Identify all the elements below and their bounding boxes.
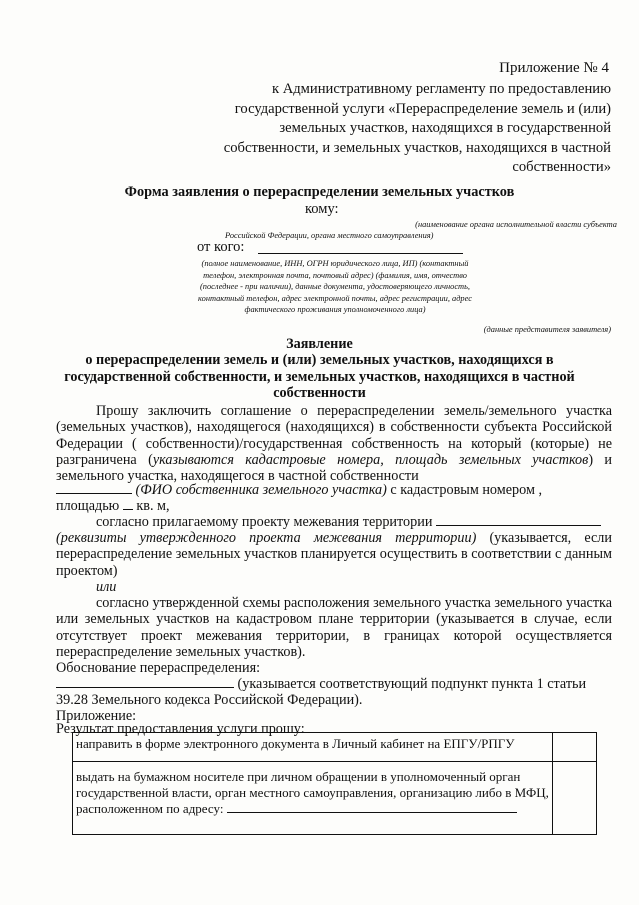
statement-title-2: о перераспределении земель и (или) земельных участков, находящихся в государственной собственности, и земельных участков, находящихся в частной собственности (64, 352, 575, 401)
representative-note: (данные представителя заявителя) (483, 325, 611, 334)
statement-title-1: Заявление (286, 336, 353, 352)
area-fill-line[interactable] (123, 498, 133, 510)
to-note-2: Российской Федерации, органа местного самоуправления) (225, 231, 434, 240)
statement-title (0, 336, 639, 401)
option-electronic: направить в форме электронного документа в Личный кабинет на ЕПГУ/РПГУ (73, 733, 553, 762)
project-line: согласно прилагаемому проекту межевания территории (56, 514, 612, 530)
basis-fill-line[interactable] (56, 676, 234, 688)
from-label: от кого: (197, 239, 245, 255)
project-fill-line[interactable] (436, 514, 601, 526)
to-note-1: (наименование органа исполнительной власти субъекта (415, 220, 617, 229)
address-fill-line[interactable] (227, 801, 517, 813)
request-paragraph: Прошу заключить соглашение о перераспределении земель/земельного участка (земельных участков), находящегося (находящихся) в собственности субъекта Российской Федерации ( собственности)/государственная собственность на который (которые) не разграничена (указываются кадастровые номера, площадь земельных участков) и земельного участка, находящегося в частной собственности (56, 403, 613, 485)
result-label: Результат предоставления услуги прошу: (56, 721, 305, 737)
attachment-label: Приложение: (56, 708, 137, 724)
form-title: Форма заявления о перераспределении земельных участков (124, 184, 515, 200)
from-notes: (полное наименование, ИНН, ОГРН юридического лица, ИП) (контактный телефон, электронная почта, почтовый адрес) (фамилия, имя, отчество (последнее - при наличии), данные документа, удостоверяющего личность, контактный телефон, адрес электронной почты, адрес регистрации, адрес фактического проживания уполномоченного лица) (198, 259, 472, 314)
basis-label: Обоснование перераспределения: (56, 660, 261, 676)
area-line: площадью кв. м, (56, 498, 170, 514)
table-row (73, 762, 597, 835)
table-row (73, 733, 597, 762)
basis-line: (указывается соответствующий подпункт пункта 1 статьи (56, 676, 612, 692)
or-word: или (96, 579, 117, 595)
regulation-reference: к Административному регламенту по предоставлению государственной услуги «Перераспределение земель и (или) земельных участков, находящихся в государственной собственности, и земельных участков, находящихся в частной собственности» (223, 81, 611, 175)
owner-line: (ФИО собственника земельного участка) с кадастровым номером , (56, 482, 612, 498)
option-paper: выдать на бумажном носителе при личном обращении в уполномоченный орган государственной власти, орган местного самоуправления, организацию либо в МФЦ, расположенном по адресу: (73, 762, 553, 835)
project-paragraph: (реквизиты утвержденного проекта межевания территории) (указывается, если перераспределение земельных участков планируется осуществить в соответствии с данным проектом) (56, 530, 612, 579)
owner-fill-line[interactable] (56, 482, 132, 494)
from-fill-line[interactable] (258, 253, 463, 254)
basis-line-2: 39.28 Земельного кодекса Российской Федерации). (56, 692, 363, 708)
scheme-paragraph: согласно утвержденной схемы расположения земельного участка земельного участка или земельных участков на кадастровом плане территории (указывается в случае, если отсутствует проект межевания территории, в границах которой осуществляется перераспределение земельных участков). (56, 595, 612, 660)
option-electronic-checkbox[interactable] (553, 733, 597, 762)
to-label: кому: (305, 201, 339, 217)
appendix-number: Приложение № 4 (499, 60, 609, 76)
option-paper-checkbox[interactable] (553, 762, 597, 835)
result-options-table (72, 732, 597, 835)
